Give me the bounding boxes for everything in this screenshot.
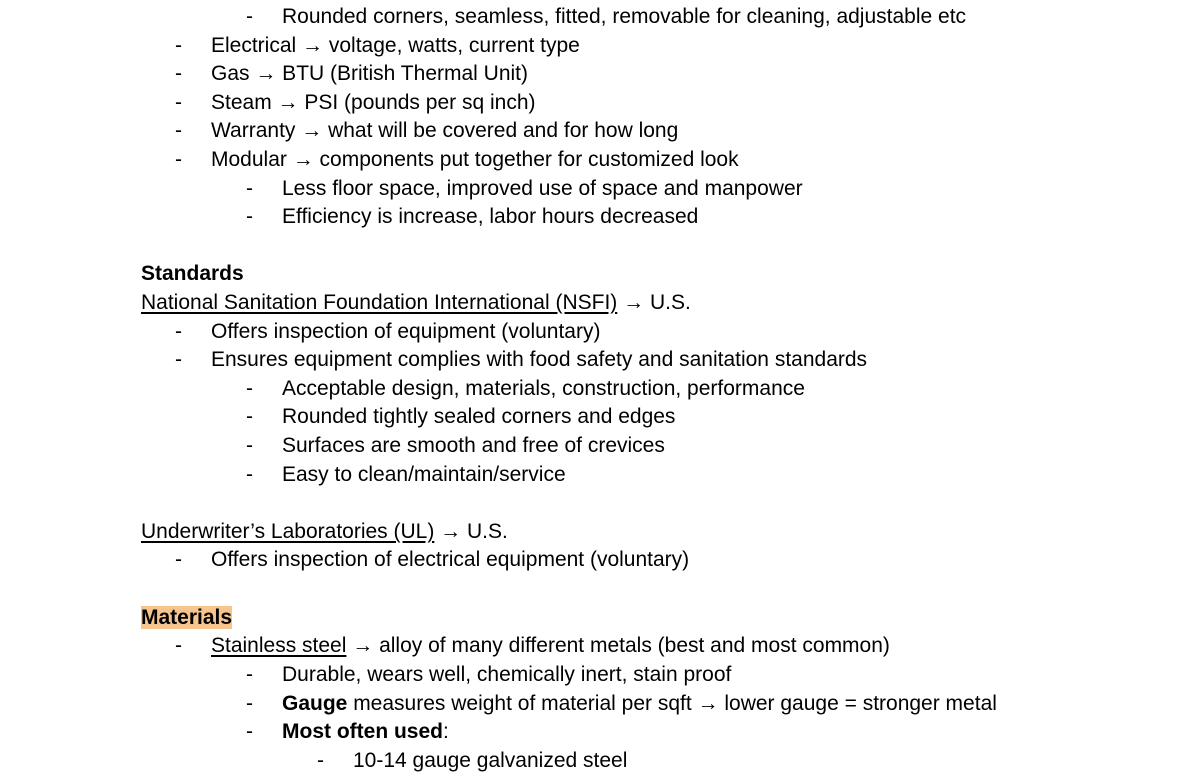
bullet-dash: - [246,663,253,686]
nsf-item-text: Offers inspection of equipment (voluntary) [211,320,601,343]
bullet-dash: - [246,463,253,486]
bullet-dash: - [175,91,182,114]
nsf-sub-text: Surfaces are smooth and free of crevices [282,434,665,457]
gas-text: Gas → BTU (British Thermal Unit) [211,62,528,85]
bullet-dash: - [246,205,253,228]
bullet-dash: - [246,720,253,743]
bullet-dash: - [246,5,253,28]
gauge-term: Gauge [282,692,348,715]
nsf-sub-text: Rounded tightly sealed corners and edges [282,405,676,428]
warranty-text: Warranty → what will be covered and for how long [211,119,679,142]
bullet-dash: - [175,148,182,171]
fit-detail-text: Rounded corners, seamless, fitted, removable for cleaning, adjustable etc [282,5,967,28]
modular-sub-text: Less floor space, improved use of space and manpower [282,177,803,200]
bullet-dash: - [175,119,182,142]
most-used-sub-text: 10-14 gauge galvanized steel [353,749,628,772]
bullet-dash: - [175,34,182,57]
steel-line [211,632,890,660]
gauge-desc: measures weight of material per sqft → lower gauge = stronger metal [347,692,997,715]
nsf-item-text: Ensures equipment complies with food safety and sanitation standards [211,348,868,371]
modular-text: Modular → components put together for customized look [211,148,739,171]
bullet-dash: - [175,634,182,657]
ul-line [141,518,508,546]
ul-name: Underwriter’s Laboratories (UL) [141,520,435,543]
bullet-dash: - [246,177,253,200]
bullet-dash: - [175,348,182,371]
steel-sub-text: Durable, wears well, chemically inert, stain proof [282,663,732,686]
most-used-term: Most often used [282,720,443,743]
nsf-sub-text: Acceptable design, materials, construction, performance [282,377,805,400]
most-used-colon: : [443,720,449,743]
bullet-dash: - [175,548,182,571]
nsf-name: National Sanitation Foundation International (NSFI) [141,291,618,314]
nsf-sub-text: Easy to clean/maintain/service [282,463,566,486]
ul-item-text: Offers inspection of electrical equipment (voluntary) [211,548,690,571]
materials-heading: Materials [141,606,233,629]
bullet-dash: - [317,749,324,772]
electrical-text: Electrical → voltage, watts, current type [211,34,580,57]
steel-term: Stainless steel [211,634,347,657]
steam-text: Steam → PSI (pounds per sq inch) [211,91,536,114]
most-used-line [282,718,449,746]
bullet-dash: - [246,434,253,457]
gauge-line [282,690,997,718]
bullet-dash: - [246,692,253,715]
ul-suffix: → U.S. [434,520,508,543]
bullet-dash: - [246,377,253,400]
standards-heading: Standards [141,262,244,285]
bullet-dash: - [175,320,182,343]
steel-desc: → alloy of many different metals (best and most common) [346,634,890,657]
nsf-suffix: → U.S. [617,291,691,314]
modular-sub-text: Efficiency is increase, labor hours decreased [282,205,699,228]
bullet-dash: - [175,62,182,85]
materials-heading-line [141,604,232,632]
nsf-line [141,289,691,317]
bullet-dash: - [246,405,253,428]
